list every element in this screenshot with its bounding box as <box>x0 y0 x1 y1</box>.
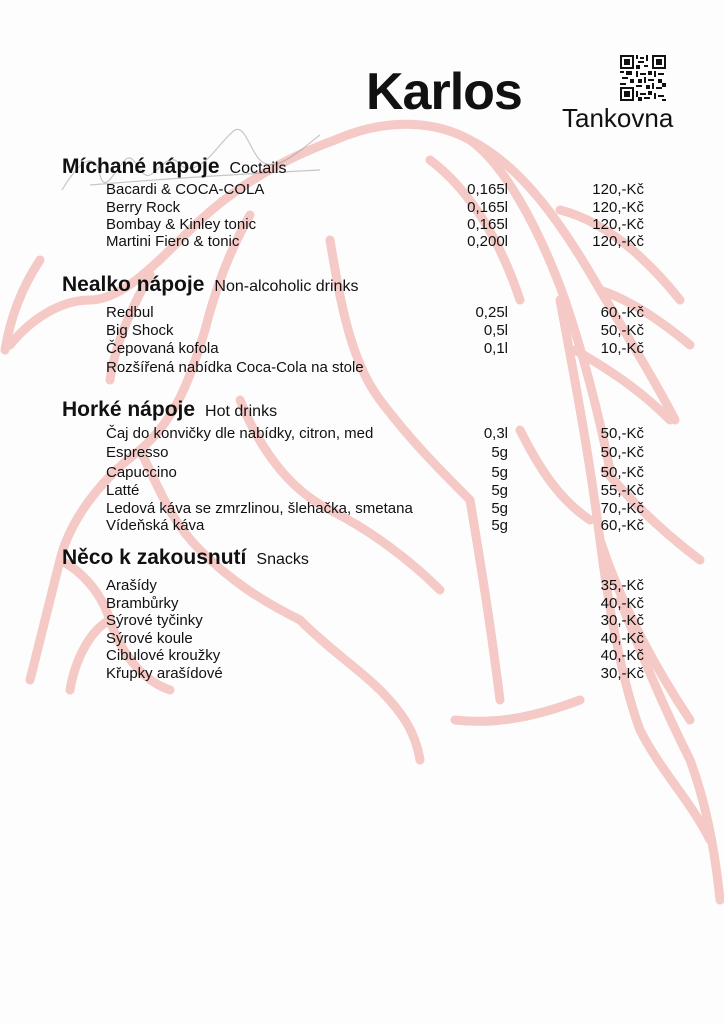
item-price: 60,-Kč <box>600 517 644 534</box>
item-price: 50,-Kč <box>600 464 644 481</box>
item-name: Rozšířená nabídka Coca-Cola na stole <box>106 359 364 376</box>
item-name: Berry Rock <box>106 199 181 216</box>
item-quantity: 0,3l <box>483 425 508 442</box>
section-subheading: Coctails <box>229 160 287 177</box>
menu-item-row <box>0 630 724 648</box>
section-title-hot-drinks <box>62 398 277 422</box>
item-name: Vídeňská káva <box>106 517 205 534</box>
item-quantity: 0,5l <box>483 322 508 339</box>
item-name: Ledová káva se zmrzlinou, šlehačka, smetana <box>106 500 413 517</box>
item-price: 50,-Kč <box>600 425 644 442</box>
item-name: Čepovaná kofola <box>106 340 219 357</box>
menu-item-row <box>0 322 724 340</box>
item-quantity: 5g <box>491 464 508 481</box>
item-quantity: 5g <box>491 517 508 534</box>
item-quantity: 0,165l <box>467 199 508 216</box>
item-price: 120,-Kč <box>592 216 644 233</box>
item-price: 70,-Kč <box>600 500 644 517</box>
menu-item-row <box>0 517 724 535</box>
item-price: 35,-Kč <box>600 577 644 594</box>
item-price: 50,-Kč <box>600 322 644 339</box>
item-price: 40,-Kč <box>600 630 644 647</box>
item-quantity: 5g <box>491 500 508 517</box>
item-price: 50,-Kč <box>600 444 644 461</box>
item-name: Křupky arašídové <box>106 665 223 682</box>
item-name: Bacardi & COCA-COLA <box>106 181 265 198</box>
section-heading: Nealko nápoje <box>62 273 205 296</box>
item-quantity: 0,165l <box>467 216 508 233</box>
item-name: Sýrové tyčinky <box>106 612 203 629</box>
section-title-mixed-drinks <box>62 155 286 179</box>
item-name: Sýrové koule <box>106 630 193 647</box>
menu-item-row <box>0 304 724 322</box>
item-name: Čaj do konvičky dle nabídky, citron, med <box>106 425 374 442</box>
item-name: Martini Fiero & tonic <box>106 233 240 250</box>
menu-item-row <box>0 595 724 613</box>
item-quantity: 0,200l <box>467 233 508 250</box>
item-name: Capuccino <box>106 464 177 481</box>
menu-item-row <box>0 482 724 500</box>
brand-subtitle: Tankovna <box>562 103 674 133</box>
section-heading: Horké nápoje <box>62 398 196 421</box>
item-name: Arašídy <box>106 577 157 594</box>
item-quantity: 0,165l <box>467 181 508 198</box>
item-name: Redbul <box>106 304 154 321</box>
section-subheading: Non-alcoholic drinks <box>214 278 359 295</box>
item-name: Big Shock <box>106 322 174 339</box>
menu-item-row <box>0 340 724 358</box>
item-price: 40,-Kč <box>600 647 644 664</box>
item-price: 30,-Kč <box>600 665 644 682</box>
menu-item-row <box>0 577 724 595</box>
item-price: 120,-Kč <box>592 233 644 250</box>
menu-item-row <box>0 233 724 251</box>
item-quantity: 5g <box>491 482 508 499</box>
menu-item-row <box>0 464 724 482</box>
item-quantity: 0,1l <box>483 340 508 357</box>
menu-item-row <box>0 216 724 234</box>
section-title-snacks <box>62 546 309 570</box>
item-price: 120,-Kč <box>592 199 644 216</box>
menu-item-row <box>0 444 724 462</box>
brand-logo <box>366 62 522 122</box>
item-price: 55,-Kč <box>600 482 644 499</box>
brand-name: Karlos <box>366 63 522 121</box>
menu-item-row <box>0 500 724 518</box>
item-name: Latté <box>106 482 140 499</box>
section-heading: Něco k zakousnutí <box>62 546 247 569</box>
item-price: 10,-Kč <box>600 340 644 357</box>
item-name: Brambůrky <box>106 595 179 612</box>
menu-item-row <box>0 181 724 199</box>
section-title-non-alcoholic <box>62 273 358 297</box>
item-quantity: 0,25l <box>475 304 508 321</box>
item-name: Espresso <box>106 444 169 461</box>
item-price: 30,-Kč <box>600 612 644 629</box>
item-price: 60,-Kč <box>600 304 644 321</box>
menu-item-row <box>0 425 724 443</box>
qr-code-icon[interactable] <box>620 55 666 101</box>
item-name: Cibulové kroužky <box>106 647 221 664</box>
section-subheading: Snacks <box>256 551 309 568</box>
item-quantity: 5g <box>491 444 508 461</box>
menu-item-row <box>0 359 724 377</box>
item-price: 40,-Kč <box>600 595 644 612</box>
section-subheading: Hot drinks <box>205 403 278 420</box>
menu-item-row <box>0 199 724 217</box>
section-heading: Míchané nápoje <box>62 155 220 178</box>
menu-item-row <box>0 665 724 683</box>
item-name: Bombay & Kinley tonic <box>106 216 257 233</box>
menu-item-row <box>0 612 724 630</box>
menu-item-row <box>0 647 724 665</box>
item-price: 120,-Kč <box>592 181 644 198</box>
